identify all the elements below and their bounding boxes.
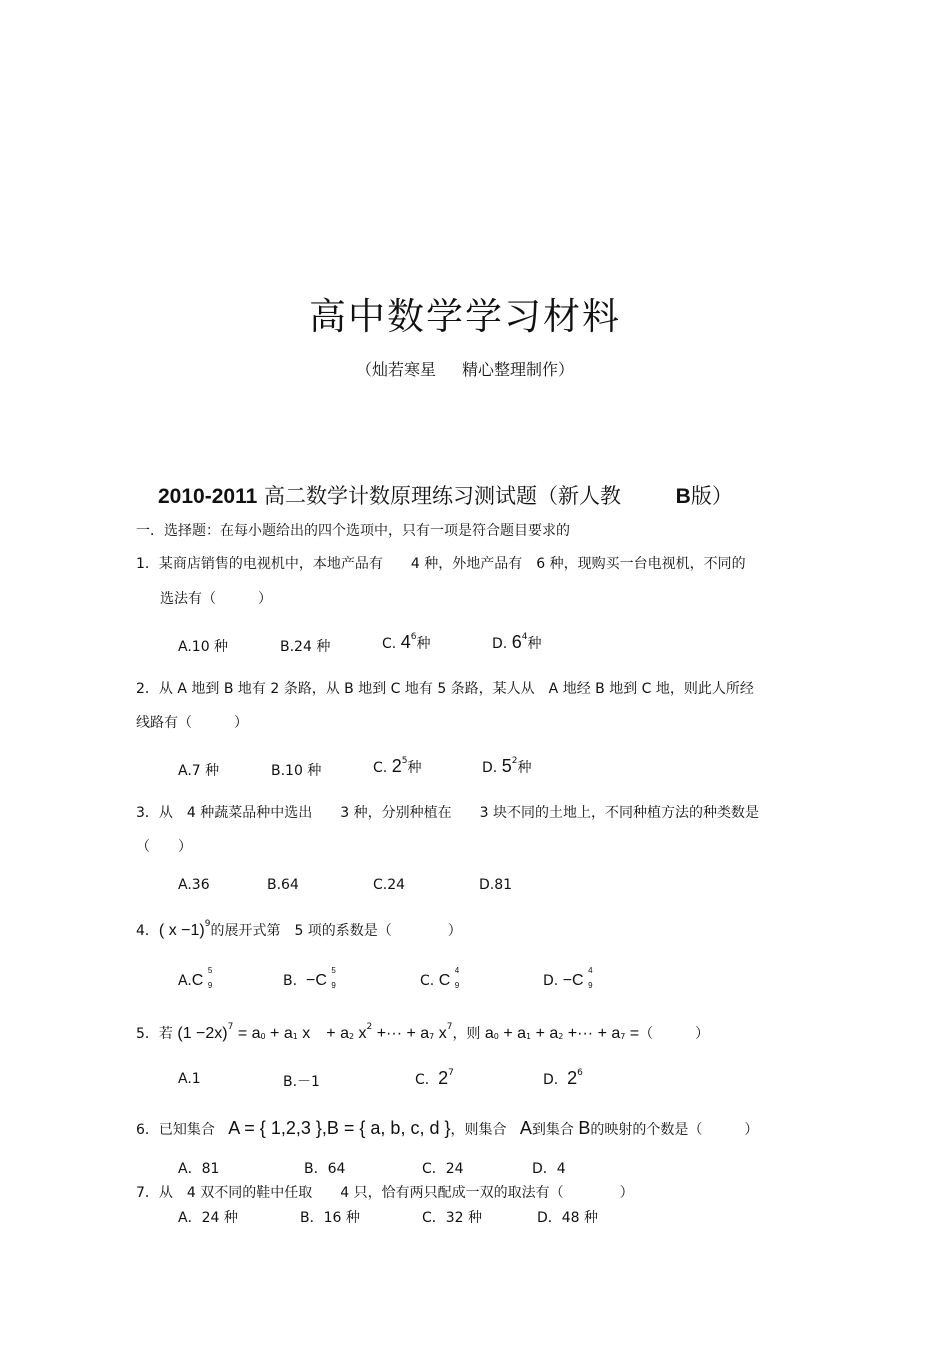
q5-stem: 5．若 $(1 -2x)^7 = a0 + a1$ x + a2 $x^2$ +··· + a7 $x^7$，则 a0 + a1 + a2 +··· + a7 =（ ）: [136, 1022, 710, 1042]
q4-option-b: B. −C 5 9: [283, 966, 336, 990]
q1-line2: 选法有（ ）: [160, 591, 272, 607]
q6-option-a: A．81: [178, 1161, 220, 1177]
q2-option-b: B.10 种: [271, 763, 322, 779]
q2-line2: 线路有（ ）: [136, 715, 248, 731]
subtitle-left: （灿若寒星: [355, 360, 436, 379]
q6-stem: 6．已知集合 A = { 1,2,3 },B = { a, b, c, d }，则集合 A到集合 B的映射的个数是（ ）: [136, 1118, 759, 1138]
q7-stem: 7．从 4 双不同的鞋中任取 4 只，恰有两只配成一双的取法有（ ）: [136, 1185, 634, 1201]
q5-option-b: B.－1: [283, 1074, 320, 1090]
q5-option-d: D. $2^6$: [543, 1068, 583, 1088]
section-instructions: 一．选择题：在每小题给出的四个选项中，只有一项是符合题目要求的: [136, 523, 570, 539]
q7-option-d: D．48 种: [537, 1210, 599, 1226]
q3-option-a: A.36: [178, 877, 210, 893]
q3-option-d: D.81: [479, 877, 513, 893]
q2-option-c: C. $2^5$种: [373, 756, 422, 776]
q6-option-b: B．64: [304, 1161, 346, 1177]
q5-option-c: C. $2^7$: [415, 1068, 454, 1088]
q4-option-a: A.C 5 9: [178, 966, 213, 990]
q3-line2: （ ）: [136, 839, 192, 855]
q4-stem: 4．( x −1)$^9$的展开式第 5 项的系数是（ ）: [136, 919, 462, 939]
q3-option-b: B.64: [267, 877, 299, 893]
heading-edition: B: [675, 485, 691, 508]
q1-line1: 1．某商店销售的电视机中，本地产品有 4 种，外地产品有 6 种，现购买一台电视机，不同的: [136, 556, 746, 572]
q5-option-a: A.1: [178, 1071, 201, 1087]
q1-option-a: A.10 种: [178, 639, 229, 655]
q3-option-c: C.24: [373, 877, 406, 893]
q2-option-d: D. $5^2$种: [482, 756, 532, 776]
exam-heading: [158, 480, 733, 510]
subtitle-right: 精心整理制作）: [462, 360, 575, 379]
q1-option-d: D. $6^4$种: [492, 632, 542, 652]
q1-option-c: C. $4^6$种: [382, 632, 431, 652]
q7-option-c: C．32 种: [422, 1210, 483, 1226]
q2-line1: 2．从 A 地到 B 地有 2 条路，从 B 地到 C 地有 5 条路，某人从 A 地经 B 地到 C 地，则此人所经: [136, 681, 754, 697]
document-title: 高中数学学习材料: [309, 295, 621, 338]
q4-option-d: D. −C 4 9: [543, 966, 593, 990]
heading-year: 2010-2011: [158, 485, 258, 508]
q6-option-d: D．4: [532, 1161, 566, 1177]
q7-option-b: B．16 种: [300, 1210, 360, 1226]
q6-option-c: C．24: [422, 1161, 464, 1177]
q7-option-a: A．24 种: [178, 1210, 238, 1226]
q2-option-a: A.7 种: [178, 763, 220, 779]
q4-option-c: C. C 4 9: [420, 966, 460, 990]
heading-text: 高二数学计数原理练习测试题（新人教: [263, 484, 621, 508]
q3-line1: 3．从 4 种蔬菜品种中选出 3 种，分别种植在 3 块不同的土地上，不同种植方法的种类数是: [136, 805, 759, 821]
q1-option-b: B.24 种: [280, 639, 331, 655]
document-subtitle: [0, 357, 930, 380]
heading-suffix: 版）: [690, 484, 733, 508]
